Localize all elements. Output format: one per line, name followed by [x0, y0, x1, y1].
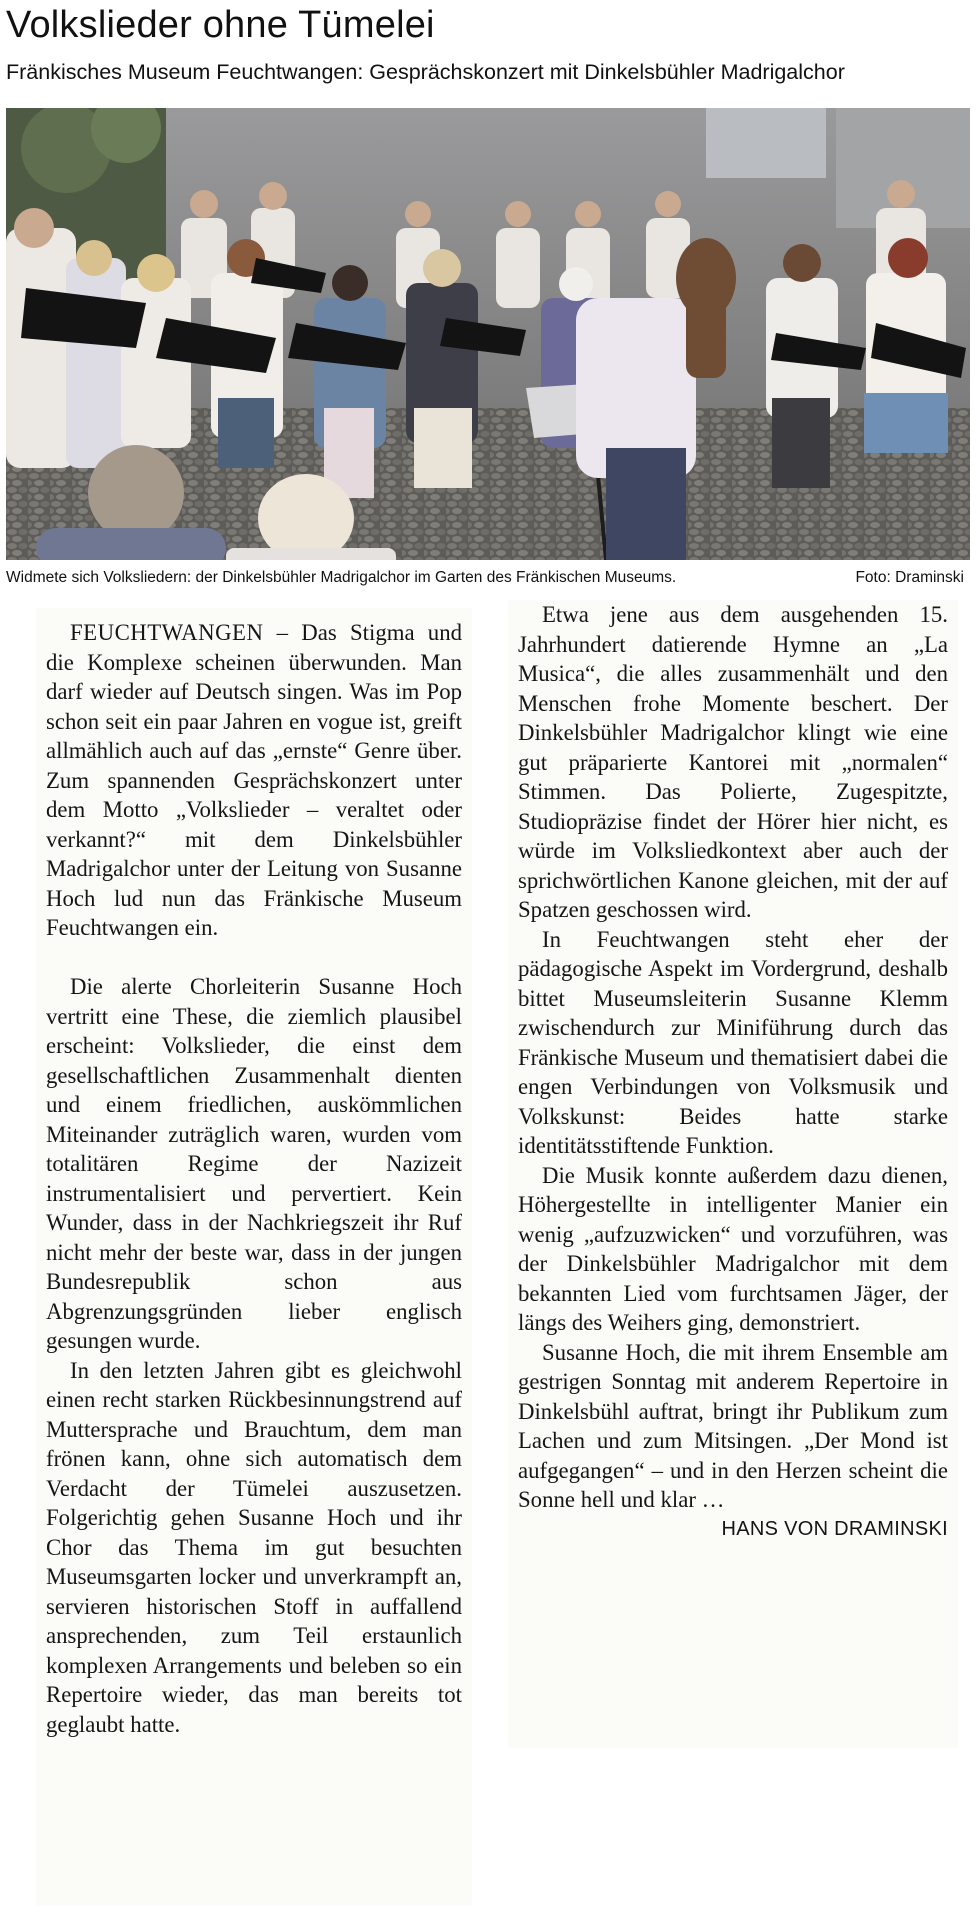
article-paragraph: Etwa jene aus dem ausgehenden 15. Jahrhundert datierende Hymne an „La Musica“, die alles zusammenhält und den Menschen frohe Momente beschert. Der Dinkelsbühler Madrigalchor klingt wie eine gut präparierte Kantorei mit „normalen“ Stimmen. Das Polierte, Zugespitzte, Studiopräzise findet der Hörer hier nicht, es würde im Volksliedkontext aber auch der sprichwörtlichen Kanone gleichen, mit der auf Spatzen geschossen wird.	[518, 602, 948, 922]
article-paragraph: Die Musik konnte außerdem dazu dienen, Höhergestellte in intelligenter Manier ein wenig „aufzuzwicken“ und vorzuführen, was der Dinkelsbühler Madrigalchor mit dem bekannten Lied vom furchtsamen Jäger, der längs des Weihers ging, demonstriert.	[518, 1162, 948, 1335]
photo-caption-row	[6, 566, 970, 590]
article-column-right	[508, 600, 958, 1748]
article-paragraph: In Feuchtwangen steht eher der pädagogische Aspekt im Vordergrund, deshalb bittet Museumsleiterin Susanne Klemm zwischendurch zur Miniführung durch das Fränkische Museum und thematisiert dabei die engen Verbindungen von Volksmusik und Volkskunst: Beides hatte starke identitätsstiftende Funktion.	[518, 926, 948, 1158]
choir-photo-illustration	[6, 108, 970, 560]
subheadline: Fränkisches Museum Feuchtwangen: Gesprächskonzert mit Dinkelsbühler Madrigalchor	[6, 60, 845, 84]
paragraph-text: – Das Stigma und die Komplexe scheinen überwunden. Man darf wieder auf Deutsch singen. Was im Pop schon seit ein paar Jahren en vogue ist, greift allmählich auch auf das „ernste“ Genre über. Zum spannenden Gesprächskonzert unter dem Motto „Volkslieder – veraltet oder verkannt?“ mit dem Dinkelsbühler Madrigalchor unter der Leitung von Susanne Hoch lud nun das Fränkische Museum Feuchtwangen ein.	[46, 620, 462, 940]
author-byline: HANS VON DRAMINSKI	[721, 1517, 948, 1540]
choir-photo	[6, 108, 970, 560]
photo-credit: Foto: Draminski	[855, 569, 964, 586]
photo-caption: Widmete sich Volksliedern: der Dinkelsbühler Madrigalchor im Garten des Fränkischen Museums.	[6, 569, 677, 586]
dateline: FEUCHTWANGEN	[70, 620, 264, 645]
paragraph-text: Susanne Hoch, die mit ihrem Ensemble am gestrigen Sonntag mit anderem Repertoire in Dinkelsbühl auftrat, bringt ihr Publikum zum Lachen und zum Mitsingen. „Der Mond ist aufgegangen“ – und in den Herzen scheint die Sonne hell und klar …	[518, 1339, 948, 1512]
article-paragraph: Die alerte Chorleiterin Susanne Hoch vertritt eine These, die ziemlich plausibel erscheint: Volkslieder, die einst dem gesellschaftlichen Zusammenhalt dienten und einem friedlichen, auskömmlichen Miteinander zuträglich waren, wurden vom totalitären Regime der Nazizeit instrumentalisiert und pervertiert. Kein Wunder, dass in der Nachkriegszeit ihr Ruf nicht mehr der beste war, dass in der jungen Bundesrepublik schon aus Abgrenzungsgründen lieber englisch gesungen wurde.	[46, 974, 462, 1353]
article-paragraph	[518, 1338, 948, 1540]
article-paragraph: In den letzten Jahren gibt es gleichwohl einen recht starken Rückbesinnungstrend auf Muttersprache und Brauchtum, dem man frönen kann, ohne sich automatisch dem Verdacht der Tümelei auszusetzen. Folgerichtig gehen Susanne Hoch und ihr Chor das Thema im gut besuchten Museumsgarten locker und unverkrampft an, servieren historischen Stoff in auffallend ansprechenden, zum Teil erstaunlich komplexen Arrangements und beleben so ein Repertoire wieder, das man bereits tot geglaubt hatte.	[46, 1357, 462, 1737]
headline: Volkslieder ohne Tümelei	[6, 4, 435, 46]
article-paragraph	[46, 618, 462, 943]
article-column-left	[36, 608, 472, 1906]
